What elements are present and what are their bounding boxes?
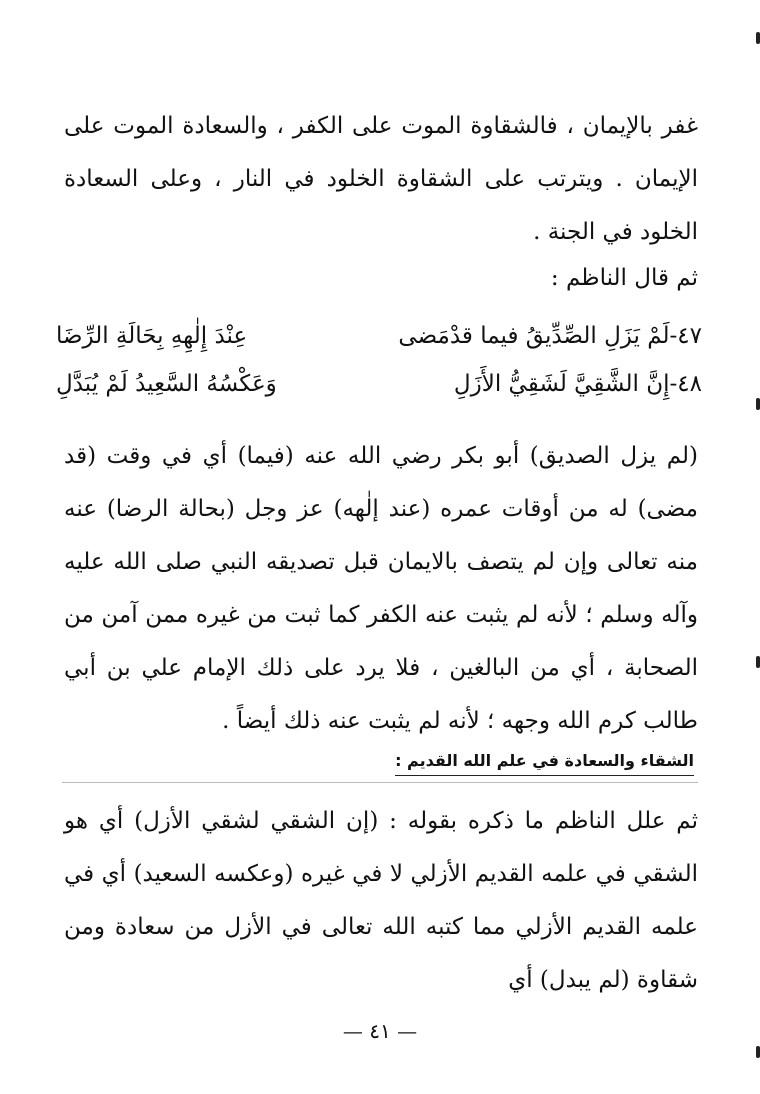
verse-47-first-hemistich: ٤٧-لَمْ يَزَلِ الصِّدِّيقُ فيما قدْمَضى — [398, 323, 702, 349]
page-number: — ٤١ — — [342, 1019, 418, 1043]
scan-edge-mark — [756, 398, 760, 410]
verse-48-second-hemistich: وَعَكْسُهُ السَّعِيدُ لَمْ يُبَدَّلِ — [56, 371, 277, 397]
verse-47-second-hemistich: عِنْدَ إِلٰهِهِ بِحَالَةِ الرِّضَا — [56, 323, 248, 349]
verse-48 — [56, 362, 702, 406]
verse-48-first-hemistich: ٤٨-إِنَّ الشَّقِيَّ لَشَقِيُّ الأَزَلِ — [453, 371, 702, 397]
verse-47 — [56, 314, 702, 358]
commentary-paragraph: (لم يزل الصديق) أبو بكر رضي الله عنه (فيما) أي في وقت (قد مضى) له من أوقات عمره (عند إلٰهه) عز وجل (بحالة الرضا) عنه منه تعالى وإن لم يتصف بالايمان قبل تصديقه النبي صلى الله عليه وآله وسلم ؛ لأنه لم يثبت عنه الكفر كما ثبت من غيره ممن آمن من الصحابة ، أي من البالغين ، فلا يرد على ذلك الإمام علي بن أبي طالب كرم الله وجهه ؛ لأنه لم يثبت عنه ذلك أيضاً . — [64, 443, 698, 734]
scan-edge-mark — [756, 656, 760, 668]
verse-introduction: ثم قال الناظم : — [550, 265, 698, 291]
section-heading: الشقاء والسعادة في علم الله القديم : — [395, 748, 694, 776]
intro-paragraph: غفر بالإيمان ، فالشقاوة الموت على الكفر ، والسعادة الموت على الإيمان . ويترتب على الشقاوة الخلود في النار ، وعلى السعادة الخلود في الجنة . — [64, 113, 698, 245]
heading-divider — [62, 782, 698, 783]
scan-edge-mark — [756, 32, 760, 44]
section-paragraph: ثم علل الناظم ما ذكره بقوله : (إن الشقي لشقي الأزل) أي هو الشقي في علمه القديم الأزلي لا في غيره (وعكسه السعيد) أي في علمه القديم الأزلي مما كتبه الله تعالى في الأزل من سعادة ومن شقاوة (لم يبدل) أي — [64, 808, 698, 993]
scan-edge-mark — [756, 1046, 760, 1058]
